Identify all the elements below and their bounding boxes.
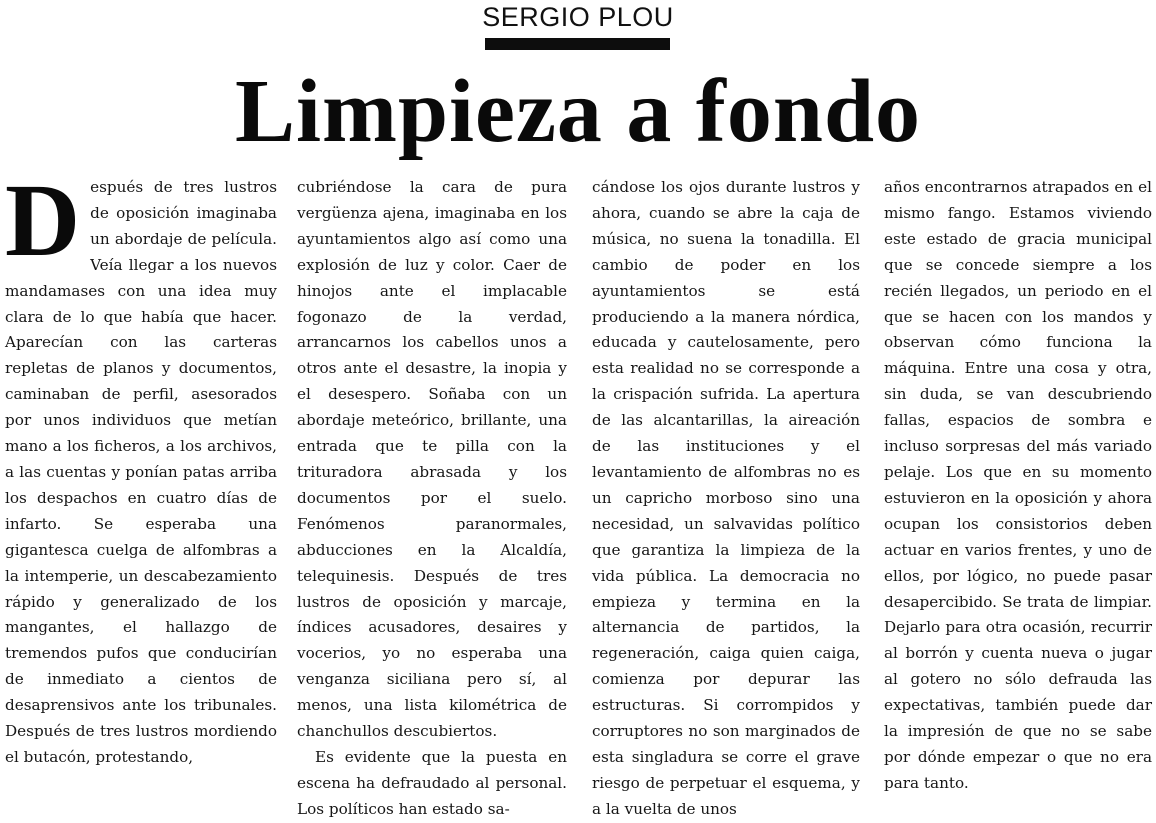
byline-underline-bar (485, 38, 670, 50)
paragraph-text: espués de tres lustros de oposición imaginaba un abordaje de película. Veía llegar a los nuevos mandamases con una idea muy clara de lo que había que hacer. Aparecían con las carteras repletas de planos y documentos, caminaban de perfil, asesorados por unos individuos que metían mano a los ficheros, a los archivos, a las cuentas y ponían patas arriba los despachos en cuatro días de infarto. Se esperaba una gigantesca cuelga de alfombras a la intemperie, un descabezamiento rápido y generalizado de los mangantes, el hallazgo de tremendos pufos que conducirían de inmediato a cientos de desaprensivos ante los tribunales. Después de tres lustros mordiendo el butacón, protestando, (5, 178, 277, 766)
paragraph (5, 163, 277, 771)
drop-cap: D (5, 163, 81, 278)
article-column-4 (884, 175, 1152, 797)
paragraph: cándose los ojos durante lustros y ahora, cuando se abre la caja de música, no suena la tonadilla. El cambio de poder en los ayuntamientos se está produciendo a la manera nórdica, educada y cautelosamente, pero esta realidad no se corresponde a la crispación sufrida. La apertura de las alcantarillas, la aireación de las instituciones y el levantamiento de alfombras no es un capricho morboso sino una necesidad, un salvavidas político que garantiza la limpieza de la vida pública. La democracia no empieza y termina en la alternancia de partidos, la regeneración, caiga quien caiga, comienza por depurar las estructuras. Si corrompidos y corruptores no son marginados de esta singladura se corre el grave riesgo de perpetuar el esquema, y a la vuelta de unos (592, 178, 860, 818)
paragraph: Es evidente que la puesta en escena ha defraudado al personal. Los políticos han estado sa- (297, 747, 567, 818)
article-column-3 (592, 175, 860, 823)
author-byline: SERGIO PLOU (482, 2, 674, 32)
article-headline: Limpieza a fondo (234, 62, 922, 161)
paragraph: cubriéndose la cara de pura vergüenza ajena, imaginaba en los ayuntamientos algo así como una explosión de luz y color. Caer de hinojos ante el implacable fogonazo de la verdad, arrancarnos los cabellos unos a otros ante el desastre, la inopia y el desespero. Soñaba con un abordaje meteórico, brillante, una entrada que te pilla con la trituradora abrasada y los documentos por el suelo. Fenómenos paranormales, abducciones en la Alcaldía, telequinesis. Después de tres lustros de oposición y marcaje, índices acusadores, desaires y vocerios, yo no esperaba una venganza siciliana pero sí, al menos, una lista kilométrica de chanchullos descubiertos. (297, 178, 567, 741)
article-column-1 (5, 163, 277, 771)
article-column-2 (297, 175, 567, 823)
paragraph: años encontrarnos atrapados en el mismo fango. Estamos viviendo este estado de gracia municipal que se concede siempre a los recién llegados, un periodo en el que se hacen con los mandos y observan cómo funciona la máquina. Entre una cosa y otra, sin duda, se van descubriendo fallas, espacios de sombra e incluso sorpresas del más variado pelaje. Los que en su momento estuvieron en la oposición y ahora ocupan los consistorios deben actuar en varios frentes, y uno de ellos, por lógico, no puede pasar desapercibido. Se trata de limpiar. Dejarlo para otra ocasión, recurrir al borrón y cuenta nueva o jugar al gotero no sólo defrauda las expectativas, también puede dar la impresión de que no se sabe por dónde empezar o que no era para tanto. (884, 178, 1152, 792)
